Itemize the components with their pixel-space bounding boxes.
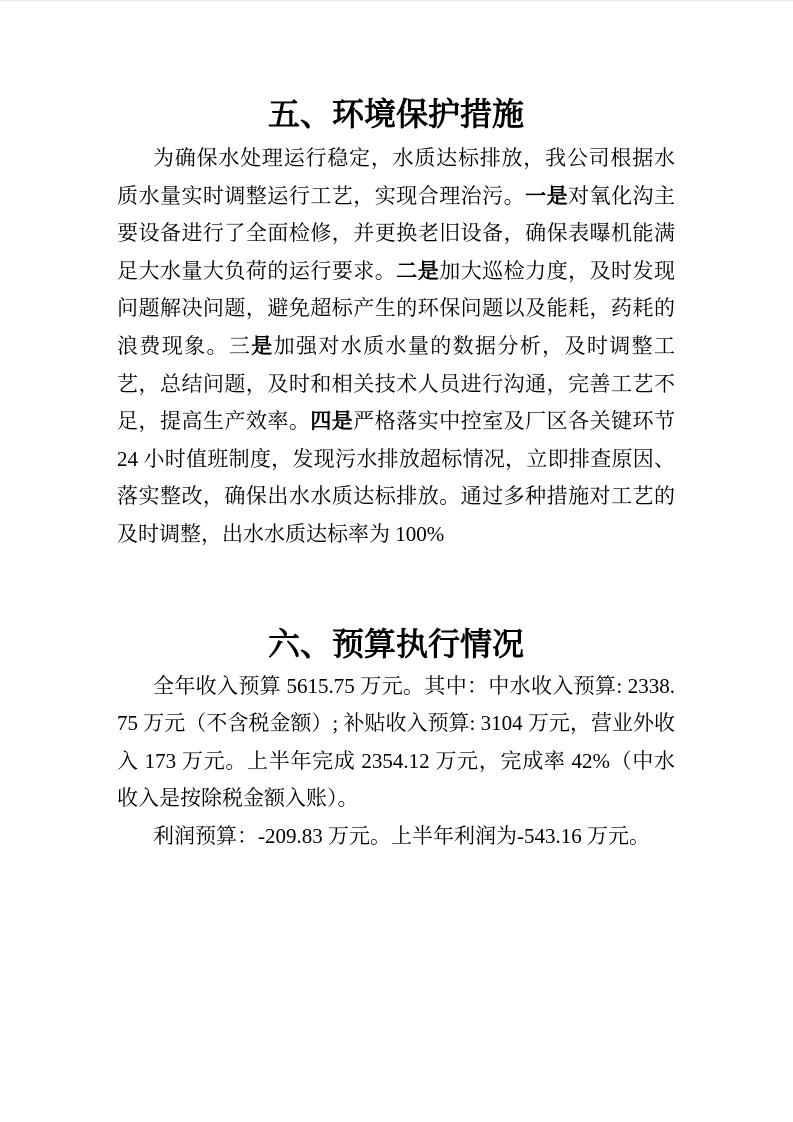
text-run: 加强对水质水量的数据分析，及时调整工艺，总结问题，及时和相关技术人员进行沟通，完善工艺不足，提高生产效率。 <box>117 333 675 434</box>
text-run: 为确保水处理运行稳定，水质达标排放，我公司根据水质水量实时调整运行工艺，实现合理治污。 <box>117 146 675 208</box>
section-6-paragraph-revenue <box>117 668 675 818</box>
text-run: 加大巡检力度，及时发现问题解决问题，避免超标产生的环保问题以及能耗，药耗的浪费现象。三 <box>117 258 676 358</box>
emphasis-run: 四是 <box>310 409 354 434</box>
text-run: 对氧化沟主要设备进行了全面检修，并更换老旧设备，确保表曝机能满足大水量大负荷的运行要求。 <box>117 183 676 283</box>
section-6-paragraph-profit <box>117 818 675 856</box>
section-5-title: 五、环境保护措施 <box>267 96 524 132</box>
section-5-paragraph <box>117 140 675 554</box>
text-run: 利润预算：-209.83 万元。上半年利润为-543.16 万元。 <box>153 823 650 848</box>
emphasis-run: 是 <box>251 333 274 358</box>
emphasis-run: 一是 <box>525 183 569 208</box>
emphasis-run: 二是 <box>396 258 440 283</box>
text-run: 严格落实中控室及厂区各关键环节 24 小时值班制度，发现污水排放超标情况，立即排查原因、落实整改，确保出水水质达标排放。通过多种措施对工艺的及时调整，出水水质达标率为 100% <box>117 409 676 546</box>
text-run: 全年收入预算 5615.75 万元。其中：中水收入预算: 2338.75 万元（不含税金额）; 补贴收入预算: 3104 万元，营业外收入 173 万元。上半年完成 2354.12 万元，完成率 42%（中水收入是按除税金额入账）。 <box>117 673 675 811</box>
section-6-title: 六、预算执行情况 <box>267 625 524 662</box>
